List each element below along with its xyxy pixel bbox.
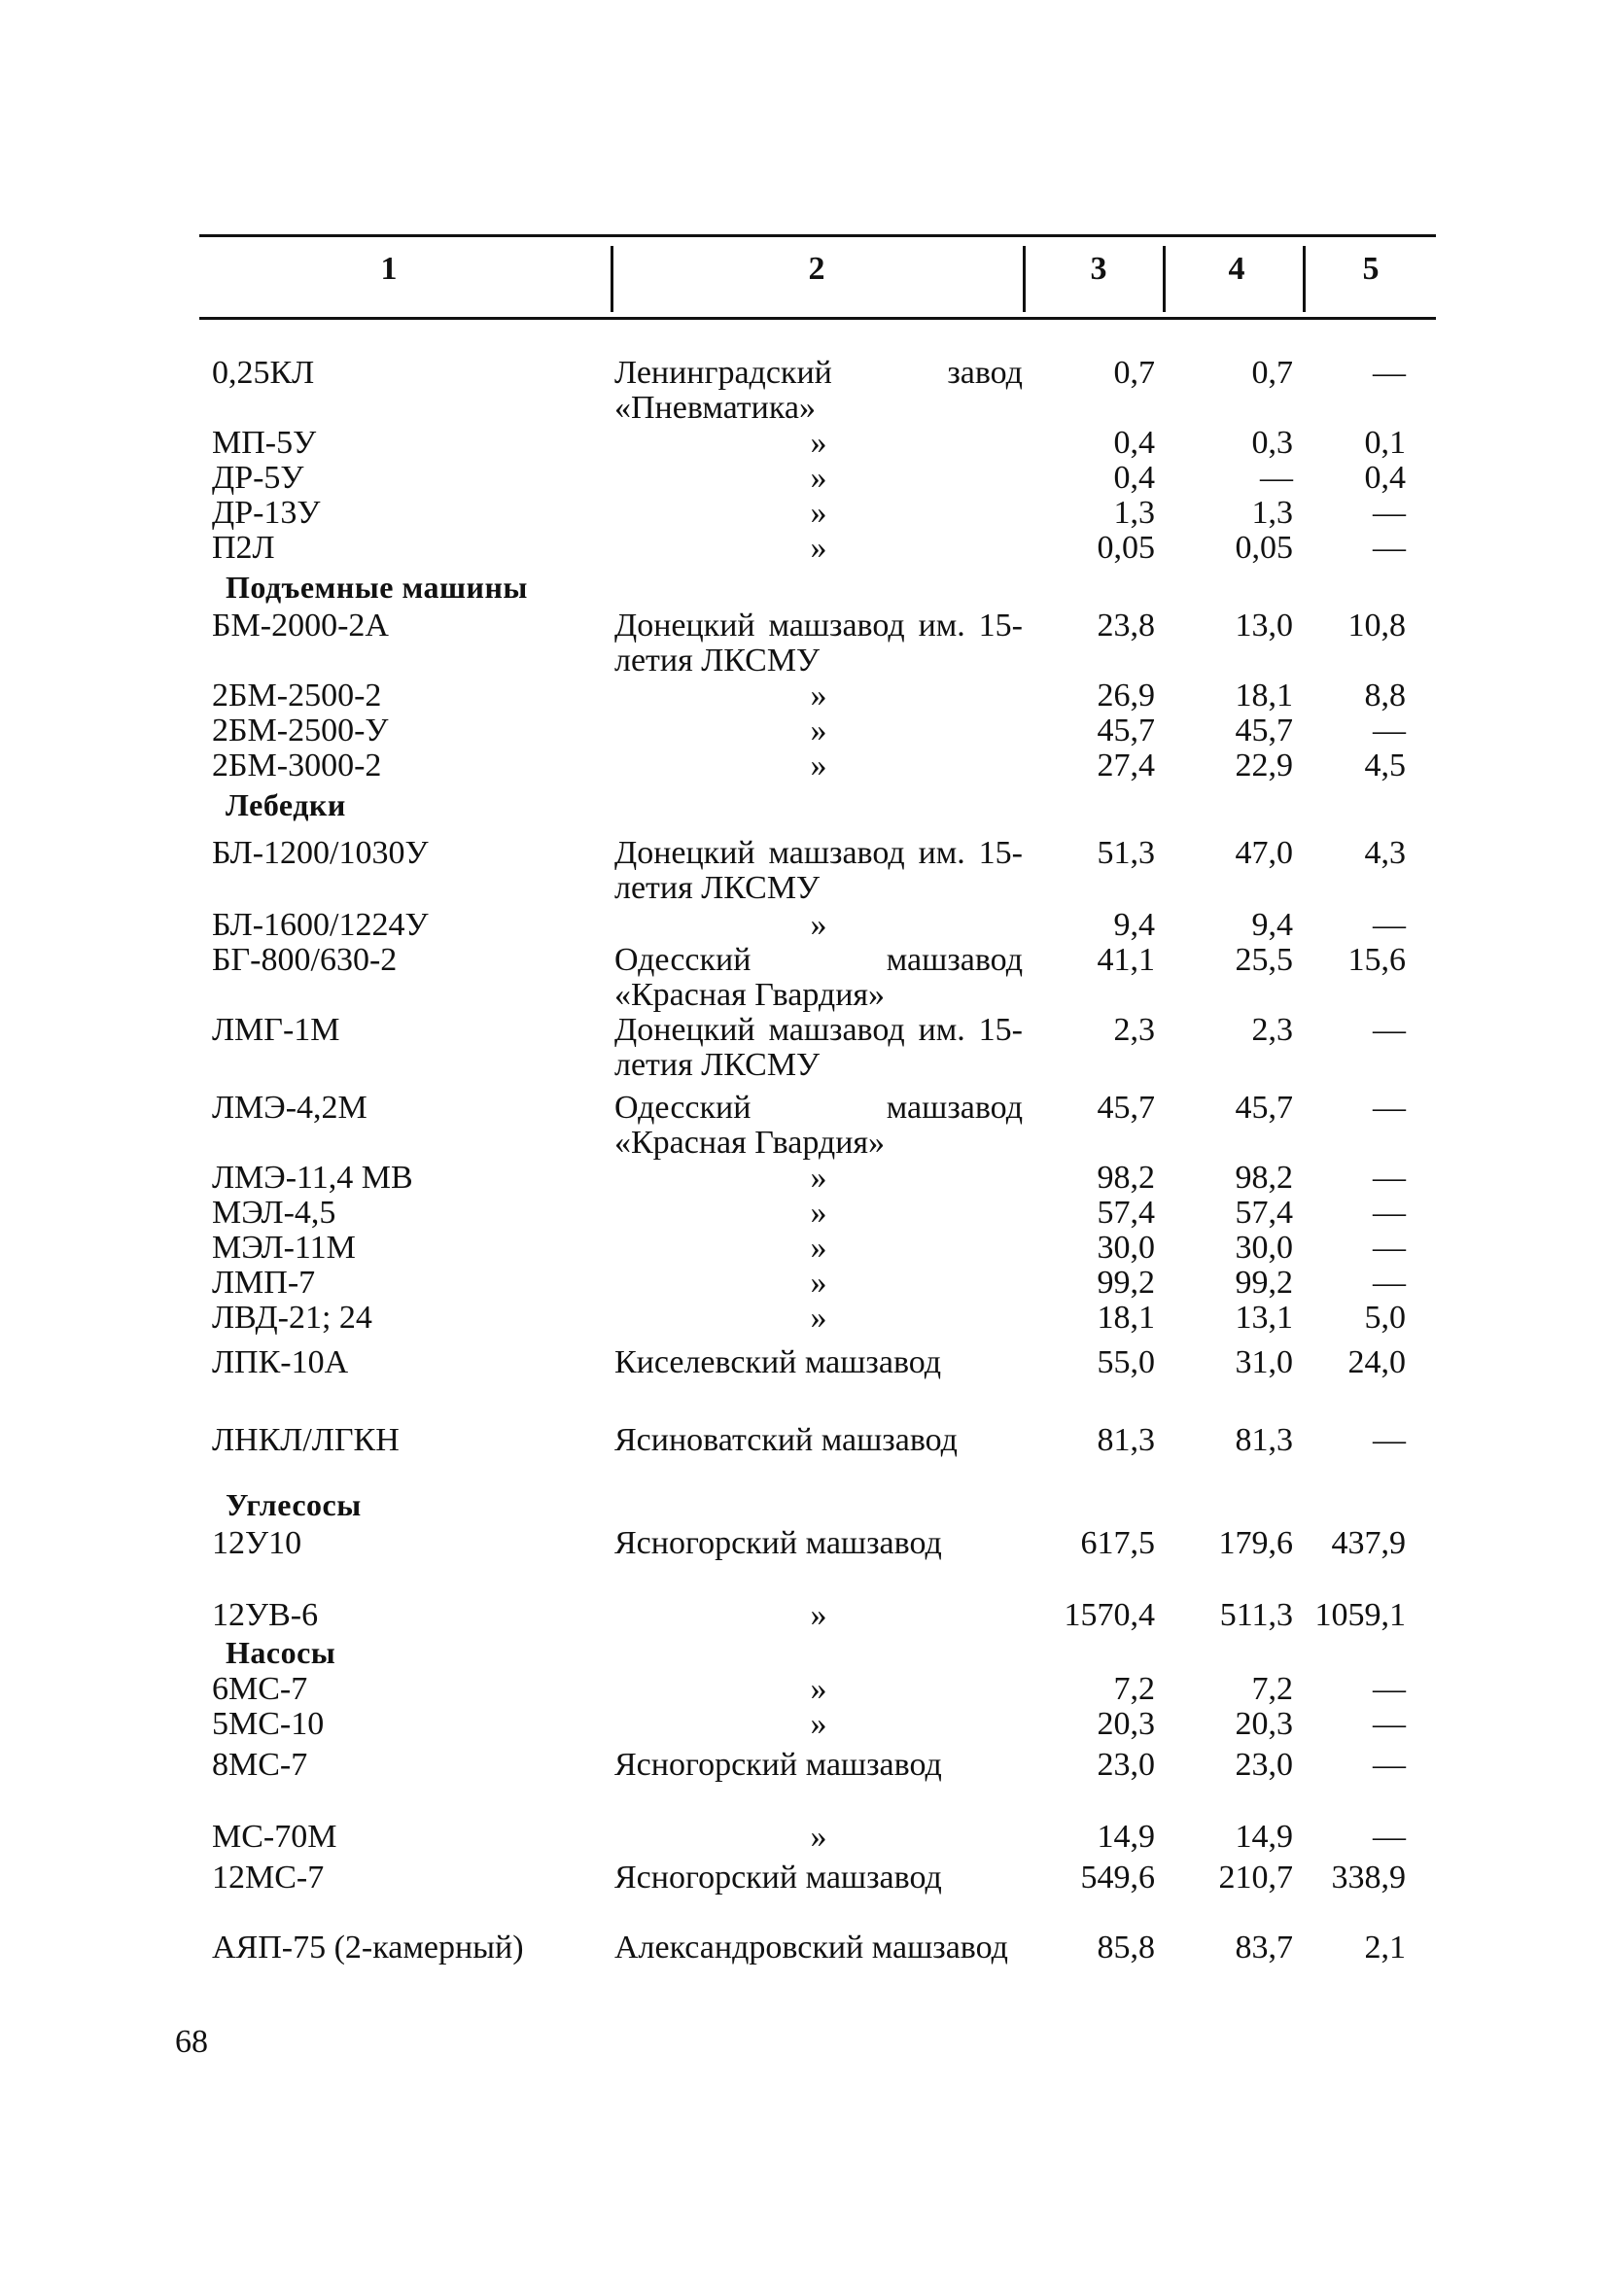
value-col-5: 5,0: [1364, 1300, 1406, 1336]
machine-name: ДР-5У: [212, 460, 304, 496]
manufacturer: »: [810, 1819, 827, 1855]
value-col-5: 338,9: [1331, 1860, 1406, 1896]
machine-name: 2БМ-2500-2: [212, 678, 382, 713]
value-col-3: 41,1: [1097, 942, 1155, 978]
value-col-4: 45,7: [1235, 1090, 1293, 1126]
manufacturer: Донецкий машзавод им. 15-летия ЛКСМУ: [614, 835, 1023, 906]
value-col-5: —: [1373, 530, 1406, 566]
machine-name: ДР-13У: [212, 495, 321, 531]
value-col-4: 13,0: [1235, 608, 1293, 644]
value-col-5: —: [1373, 1706, 1406, 1742]
manufacturer: »: [810, 495, 827, 531]
manufacturer: »: [810, 907, 827, 943]
manufacturer: »: [810, 1300, 827, 1336]
value-col-5: 8,8: [1364, 678, 1406, 713]
machine-name: ЛМП-7: [212, 1265, 316, 1301]
machine-name: 2БМ-2500-У: [212, 713, 389, 748]
value-col-5: 15,6: [1347, 942, 1406, 978]
manufacturer: »: [810, 1706, 827, 1742]
value-col-3: 1570,4: [1064, 1597, 1155, 1633]
value-col-4: 31,0: [1235, 1344, 1293, 1380]
value-col-4: 57,4: [1235, 1195, 1293, 1231]
page-number: 68: [175, 2024, 208, 2060]
value-col-3: 81,3: [1097, 1422, 1155, 1458]
manufacturer: Одесский машзавод «Красная Гвардия»: [614, 942, 1023, 1013]
value-col-5: 0,4: [1364, 460, 1406, 496]
value-col-5: 1059,1: [1314, 1597, 1406, 1633]
value-col-5: —: [1373, 1012, 1406, 1048]
machine-name: ЛВД-21; 24: [212, 1300, 372, 1336]
column-header-5: 5: [1362, 251, 1380, 287]
column-header-1: 1: [380, 251, 398, 287]
column-separator: [1303, 246, 1306, 312]
value-col-5: —: [1373, 1747, 1406, 1783]
value-col-3: 0,7: [1113, 355, 1155, 391]
value-col-5: 0,1: [1364, 425, 1406, 461]
value-col-4: 83,7: [1235, 1930, 1293, 1966]
manufacturer: Ясногорский машзавод: [614, 1860, 942, 1896]
value-col-3: 20,3: [1097, 1706, 1155, 1742]
value-col-4: 210,7: [1218, 1860, 1293, 1896]
column-separator: [611, 246, 613, 312]
machine-name: МП-5У: [212, 425, 317, 461]
table-header-rule: [199, 317, 1436, 320]
value-col-3: 30,0: [1097, 1230, 1155, 1266]
section-heading: Насосы: [226, 1635, 336, 1670]
column-header-2: 2: [808, 251, 825, 287]
machine-name: ЛМЭ-11,4 МВ: [212, 1160, 413, 1196]
value-col-5: —: [1373, 1090, 1406, 1126]
section-heading: Лебедки: [226, 787, 346, 822]
value-col-3: 617,5: [1080, 1525, 1155, 1561]
manufacturer: »: [810, 1195, 827, 1231]
machine-name: ЛПК-10А: [212, 1344, 349, 1380]
value-col-4: 25,5: [1235, 942, 1293, 978]
machine-name: МЭЛ-11М: [212, 1230, 356, 1266]
section-heading: Углесосы: [226, 1487, 362, 1522]
machine-name: БМ-2000-2А: [212, 608, 389, 644]
value-col-4: 0,05: [1235, 530, 1293, 566]
value-col-5: —: [1373, 713, 1406, 748]
value-col-4: 81,3: [1235, 1422, 1293, 1458]
value-col-3: 26,9: [1097, 678, 1155, 713]
section-heading: Подъемные машины: [226, 570, 528, 605]
value-col-4: 30,0: [1235, 1230, 1293, 1266]
value-col-5: 437,9: [1331, 1525, 1406, 1561]
manufacturer: »: [810, 713, 827, 748]
manufacturer: »: [810, 425, 827, 461]
manufacturer: »: [810, 1597, 827, 1633]
value-col-3: 0,4: [1113, 460, 1155, 496]
value-col-3: 0,4: [1113, 425, 1155, 461]
machine-name: 6МС-7: [212, 1671, 308, 1707]
value-col-5: —: [1373, 1230, 1406, 1266]
value-col-4: 0,7: [1251, 355, 1293, 391]
manufacturer: Донецкий машзавод им. 15-летия ЛКСМУ: [614, 1012, 1023, 1083]
value-col-3: 14,9: [1097, 1819, 1155, 1855]
machine-name: ЛМГ-1М: [212, 1012, 340, 1048]
value-col-4: 511,3: [1219, 1597, 1293, 1633]
manufacturer: Ясиноватский машзавод: [614, 1422, 958, 1458]
machine-name: БЛ-1600/1224У: [212, 907, 429, 943]
value-col-4: 47,0: [1235, 835, 1293, 871]
value-col-3: 23,8: [1097, 608, 1155, 644]
value-col-3: 27,4: [1097, 748, 1155, 783]
value-col-4: 9,4: [1251, 907, 1293, 943]
value-col-4: 13,1: [1235, 1300, 1293, 1336]
value-col-3: 99,2: [1097, 1265, 1155, 1301]
manufacturer: »: [810, 1671, 827, 1707]
machine-name: 8МС-7: [212, 1747, 308, 1783]
value-col-5: 10,8: [1347, 608, 1406, 644]
column-header-3: 3: [1090, 251, 1107, 287]
manufacturer: Ясногорский машзавод: [614, 1747, 942, 1783]
machine-name: АЯП-75 (2-камерный): [212, 1930, 524, 1966]
machine-name: БГ-800/630-2: [212, 942, 398, 978]
value-col-5: —: [1373, 1265, 1406, 1301]
manufacturer: Ленинградский завод «Пневматика»: [614, 355, 1023, 426]
value-col-3: 23,0: [1097, 1747, 1155, 1783]
value-col-5: 4,3: [1364, 835, 1406, 871]
value-col-4: 22,9: [1235, 748, 1293, 783]
column-header-4: 4: [1228, 251, 1245, 287]
machine-name: БЛ-1200/1030У: [212, 835, 429, 871]
manufacturer: »: [810, 530, 827, 566]
value-col-3: 549,6: [1080, 1860, 1155, 1896]
value-col-3: 18,1: [1097, 1300, 1155, 1336]
manufacturer: »: [810, 678, 827, 713]
value-col-4: 98,2: [1235, 1160, 1293, 1196]
value-col-5: 4,5: [1364, 748, 1406, 783]
value-col-3: 1,3: [1113, 495, 1155, 531]
manufacturer: »: [810, 1265, 827, 1301]
value-col-5: —: [1373, 907, 1406, 943]
value-col-5: —: [1373, 1819, 1406, 1855]
value-col-4: 20,3: [1235, 1706, 1293, 1742]
manufacturer: »: [810, 1230, 827, 1266]
manufacturer: Донецкий машзавод им. 15-летия ЛКСМУ: [614, 608, 1023, 678]
machine-name: 2БМ-3000-2: [212, 748, 382, 783]
value-col-5: 2,1: [1364, 1930, 1406, 1966]
value-col-4: 18,1: [1235, 678, 1293, 713]
value-col-4: —: [1260, 460, 1293, 496]
value-col-4: 1,3: [1251, 495, 1293, 531]
table-top-rule: [199, 234, 1436, 237]
value-col-4: 45,7: [1235, 713, 1293, 748]
machine-name: П2Л: [212, 530, 275, 566]
machine-name: МЭЛ-4,5: [212, 1195, 336, 1231]
value-col-3: 9,4: [1113, 907, 1155, 943]
value-col-3: 0,05: [1097, 530, 1155, 566]
value-col-5: —: [1373, 1160, 1406, 1196]
value-col-4: 14,9: [1235, 1819, 1293, 1855]
value-col-5: —: [1373, 355, 1406, 391]
column-separator: [1163, 246, 1166, 312]
value-col-5: —: [1373, 1422, 1406, 1458]
value-col-4: 0,3: [1251, 425, 1293, 461]
value-col-5: —: [1373, 1195, 1406, 1231]
value-col-3: 45,7: [1097, 713, 1155, 748]
value-col-3: 57,4: [1097, 1195, 1155, 1231]
manufacturer: »: [810, 1160, 827, 1196]
value-col-4: 2,3: [1251, 1012, 1293, 1048]
column-separator: [1023, 246, 1026, 312]
value-col-3: 55,0: [1097, 1344, 1155, 1380]
manufacturer: Одесский машзавод «Красная Гвардия»: [614, 1090, 1023, 1161]
machine-name: 12У10: [212, 1525, 302, 1561]
value-col-3: 2,3: [1113, 1012, 1155, 1048]
manufacturer: »: [810, 748, 827, 783]
value-col-4: 23,0: [1235, 1747, 1293, 1783]
value-col-3: 98,2: [1097, 1160, 1155, 1196]
value-col-3: 7,2: [1113, 1671, 1155, 1707]
manufacturer: Ясногорский машзавод: [614, 1525, 942, 1561]
machine-name: ЛМЭ-4,2М: [212, 1090, 367, 1126]
manufacturer: Киселевский машзавод: [614, 1344, 942, 1380]
value-col-3: 85,8: [1097, 1930, 1155, 1966]
machine-name: 12МС-7: [212, 1860, 325, 1896]
value-col-3: 45,7: [1097, 1090, 1155, 1126]
machine-name: ЛНКЛ/ЛГКН: [212, 1422, 400, 1458]
value-col-5: 24,0: [1347, 1344, 1406, 1380]
value-col-5: —: [1373, 495, 1406, 531]
value-col-3: 51,3: [1097, 835, 1155, 871]
value-col-5: —: [1373, 1671, 1406, 1707]
value-col-4: 99,2: [1235, 1265, 1293, 1301]
value-col-4: 179,6: [1218, 1525, 1293, 1561]
manufacturer: Александровский машзавод: [614, 1930, 1008, 1966]
manufacturer: »: [810, 460, 827, 496]
machine-name: 5МС-10: [212, 1706, 325, 1742]
value-col-4: 7,2: [1251, 1671, 1293, 1707]
machine-name: 12УВ-6: [212, 1597, 319, 1633]
machine-name: МС-70М: [212, 1819, 337, 1855]
machine-name: 0,25КЛ: [212, 355, 315, 391]
